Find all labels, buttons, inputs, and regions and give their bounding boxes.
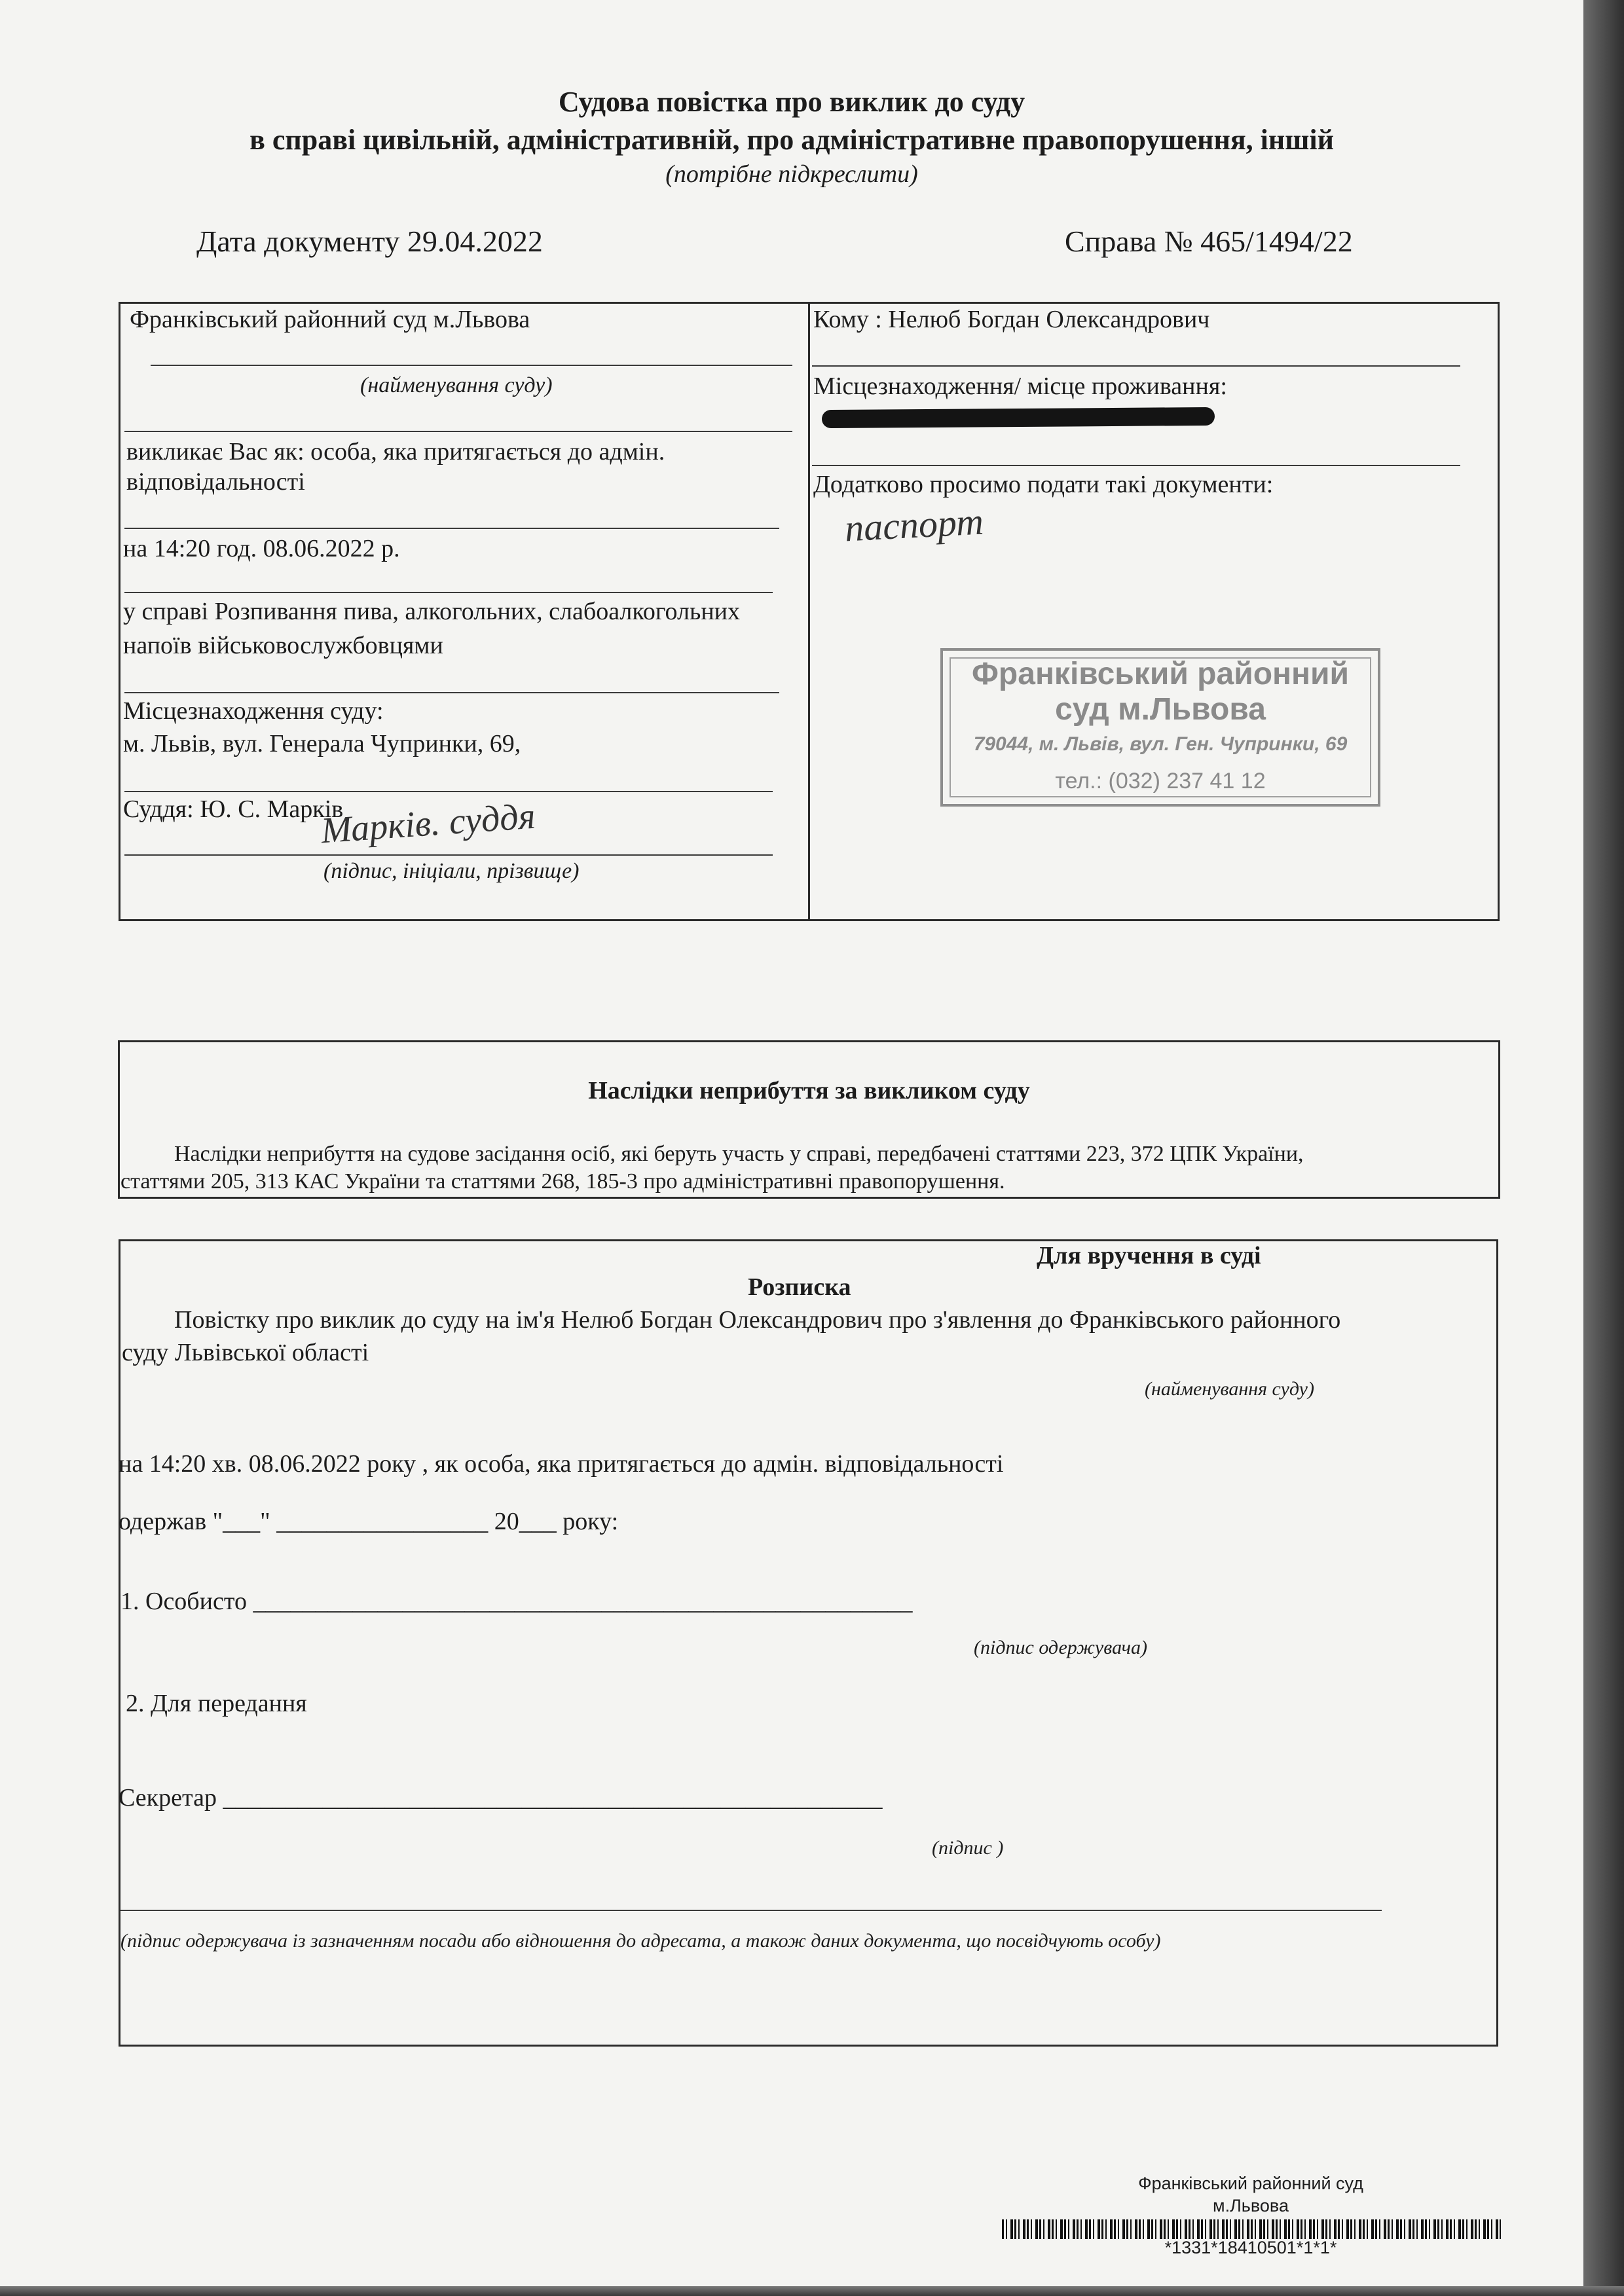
divider bbox=[812, 465, 1460, 466]
recipient-signature-caption: (підпис одержувача) bbox=[974, 1637, 1147, 1658]
case-subject-line-1: у справі Розпивання пива, алкогольних, слабоалкогольних bbox=[123, 598, 741, 625]
secretary-signature-caption: (підпис ) bbox=[932, 1837, 1004, 1859]
divider bbox=[124, 791, 773, 792]
court-location-value: м. Львів, вул. Генерала Чупринки, 69, bbox=[123, 730, 521, 757]
received-date-line: одержав "___" _________________ 20___ року: bbox=[119, 1508, 619, 1535]
recipient-name: Кому : Нелюб Богдан Олександрович bbox=[813, 306, 1210, 333]
hearing-time: на 14:20 год. 08.06.2022 р. bbox=[123, 535, 400, 562]
divider bbox=[812, 365, 1460, 367]
receipt-text-line-1: Повістку про виклик до суду на ім'я Нелюб Богдан Олександрович про з'явлення до Франківського районного bbox=[174, 1306, 1341, 1334]
title-note: (потрібне підкреслити) bbox=[665, 160, 918, 188]
stamp-line-4: тел.: (032) 237 41 12 bbox=[1055, 769, 1266, 793]
case-subject-line-2: напоїв військовослужбовцями bbox=[123, 632, 443, 659]
scan-shadow-right bbox=[1583, 0, 1624, 2296]
transfer-label: 2. Для передання bbox=[126, 1690, 307, 1717]
summons-role-line-1: викликає Вас як: особа, яка притягається до адмін. bbox=[126, 438, 665, 465]
barcode-text: *1331*18410501*1*1* bbox=[1164, 2238, 1337, 2257]
barcode bbox=[1002, 2219, 1501, 2239]
judge-name: Суддя: Ю. С. Марків bbox=[123, 795, 344, 823]
divider bbox=[124, 592, 773, 593]
court-location-label: Місцезнаходження суду: bbox=[123, 697, 384, 725]
divider bbox=[120, 1910, 1382, 1911]
residence-label: Місцезнаходження/ місце проживання: bbox=[813, 373, 1227, 400]
personal-signature-line: 1. Особисто _____________________________________________________ bbox=[120, 1588, 913, 1615]
for-delivery-label: Для вручення в суді bbox=[1037, 1242, 1261, 1269]
documents-label: Додатково просимо подати такі документи: bbox=[813, 471, 1274, 498]
court-name: Франківський районний суд м.Львова bbox=[130, 306, 530, 333]
receipt-time-line: на 14:20 хв. 08.06.2022 року , як особа, яка притягається до адмін. відповідальності bbox=[119, 1450, 1004, 1478]
signature-caption: (підпис, ініціали, прізвище) bbox=[323, 859, 580, 883]
judge-signature: Марків. суддя bbox=[320, 795, 537, 852]
consequences-text-line-1: Наслідки неприбуття на судове засідання осіб, які беруть участь у справі, передбачені статтями 223, 372 ЦПК України, bbox=[174, 1142, 1304, 1166]
case-number: Справа № 465/1494/22 bbox=[1065, 225, 1353, 258]
column-divider bbox=[808, 302, 810, 921]
title-line-1: Судова повістка про виклик до суду bbox=[558, 86, 1025, 118]
consequences-title: Наслідки неприбуття за викликом суду bbox=[588, 1077, 1030, 1104]
court-stamp bbox=[940, 648, 1380, 807]
divider bbox=[124, 528, 779, 529]
documents-handwritten: паспорт bbox=[843, 500, 985, 550]
stamp-line-1: Франківський районний bbox=[971, 657, 1350, 691]
court-caption: (найменування суду) bbox=[360, 373, 553, 397]
divider bbox=[124, 854, 773, 856]
document-date: Дата документу 29.04.2022 bbox=[196, 225, 543, 258]
receipt-title: Розписка bbox=[748, 1273, 851, 1301]
footer-court-line-2: м.Львова bbox=[1213, 2196, 1289, 2215]
receipt-text-line-2: суду Львівської області bbox=[122, 1339, 369, 1366]
summons-role-line-2: відповідальності bbox=[126, 468, 305, 496]
scan-shadow-bottom bbox=[0, 2286, 1624, 2296]
redacted-address bbox=[822, 407, 1215, 428]
divider bbox=[151, 365, 792, 366]
stamp-line-3: 79044, м. Львів, вул. Ген. Чупринки, 69 bbox=[973, 733, 1348, 755]
divider bbox=[124, 431, 792, 432]
secretary-signature-line: Секретар _____________________________________________________ bbox=[119, 1784, 883, 1812]
stamp-line-2: суд м.Львова bbox=[1055, 692, 1266, 727]
receipt-footnote: (підпис одержувача із зазначенням посади або відношення до адресата, а також даних документа, що посвідчують особу) bbox=[120, 1930, 1161, 1952]
divider bbox=[124, 692, 779, 693]
title-line-2: в справі цивільній, адміністративній, про адміністративне правопорушення, іншій bbox=[249, 124, 1334, 156]
footer-court-line-1: Франківський районний суд bbox=[1138, 2174, 1363, 2193]
consequences-text-line-2: статтями 205, 313 КАС України та статтями 268, 185-3 про адміністративні правопорушення. bbox=[120, 1169, 1005, 1194]
receipt-court-caption: (найменування суду) bbox=[1145, 1378, 1314, 1400]
